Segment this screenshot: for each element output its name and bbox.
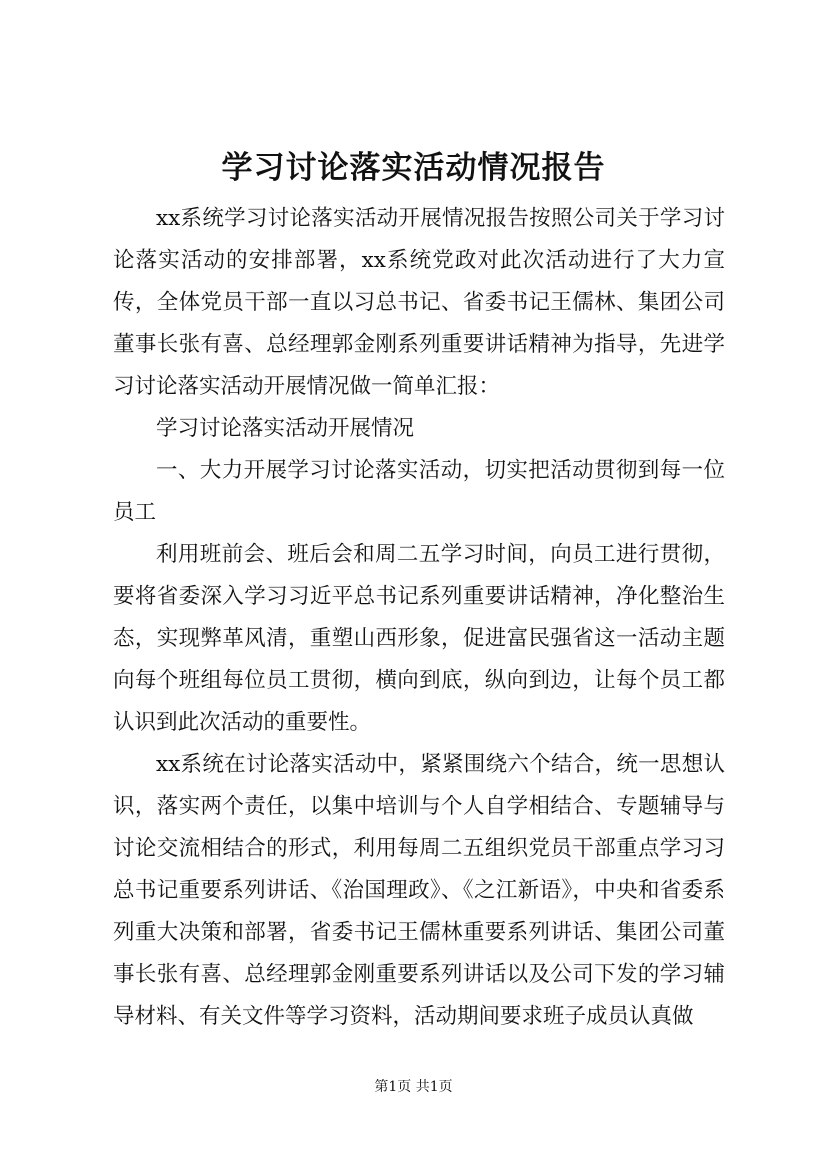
- page-footer: 第1页 共1页: [374, 1079, 453, 1095]
- section-heading: 学习讨论落实活动开展情况: [156, 416, 415, 441]
- body-paragraph: 利用班前会、班后会和周二五学习时间，向员工进行贯彻，要将省委深入学习习近平总书记系列重要讲话精神，净化整治生态，实现弊革风清，重塑山西形象，促进富民强省这一活动主题向每个班组每位员工贯彻，横向到底，纵向到边，让每个员工都认识到此次活动的重要性。: [113, 542, 725, 735]
- document-body: [113, 198, 725, 1038]
- subsection-heading: 一、大力开展学习讨论落实活动，切实把活动贯彻到每一位员工: [113, 458, 725, 525]
- body-paragraph: xx系统学习讨论落实活动开展情况报告按照公司关于学习讨论落实活动的安排部署，xx系统党政对此次活动进行了大力宣传，全体党员干部一直以习总书记、省委书记王儒林、集团公司董事长张有喜、总经理郭金刚系列重要讲话精神为指导，先进学习讨论落实活动开展情况做一简单汇报：: [113, 206, 725, 399]
- body-paragraph: xx系统在讨论落实活动中，紧紧围绕六个结合，统一思想认识，落实两个责任，以集中培训与个人自学相结合、专题辅导与讨论交流相结合的形式，利用每周二五组织党员干部重点学习习总书记重要系列讲话、《治国理政》、《之江新语》，中央和省委系列重大决策和部署，省委书记王儒林重要系列讲话、集团公司董事长张有喜、总经理郭金刚重要系列讲话以及公司下发的学习辅导材料、有关文件等学习资料，活动期间要求班子成员认真做: [113, 752, 725, 1029]
- document-title: 学习讨论落实活动情况报告: [221, 150, 606, 186]
